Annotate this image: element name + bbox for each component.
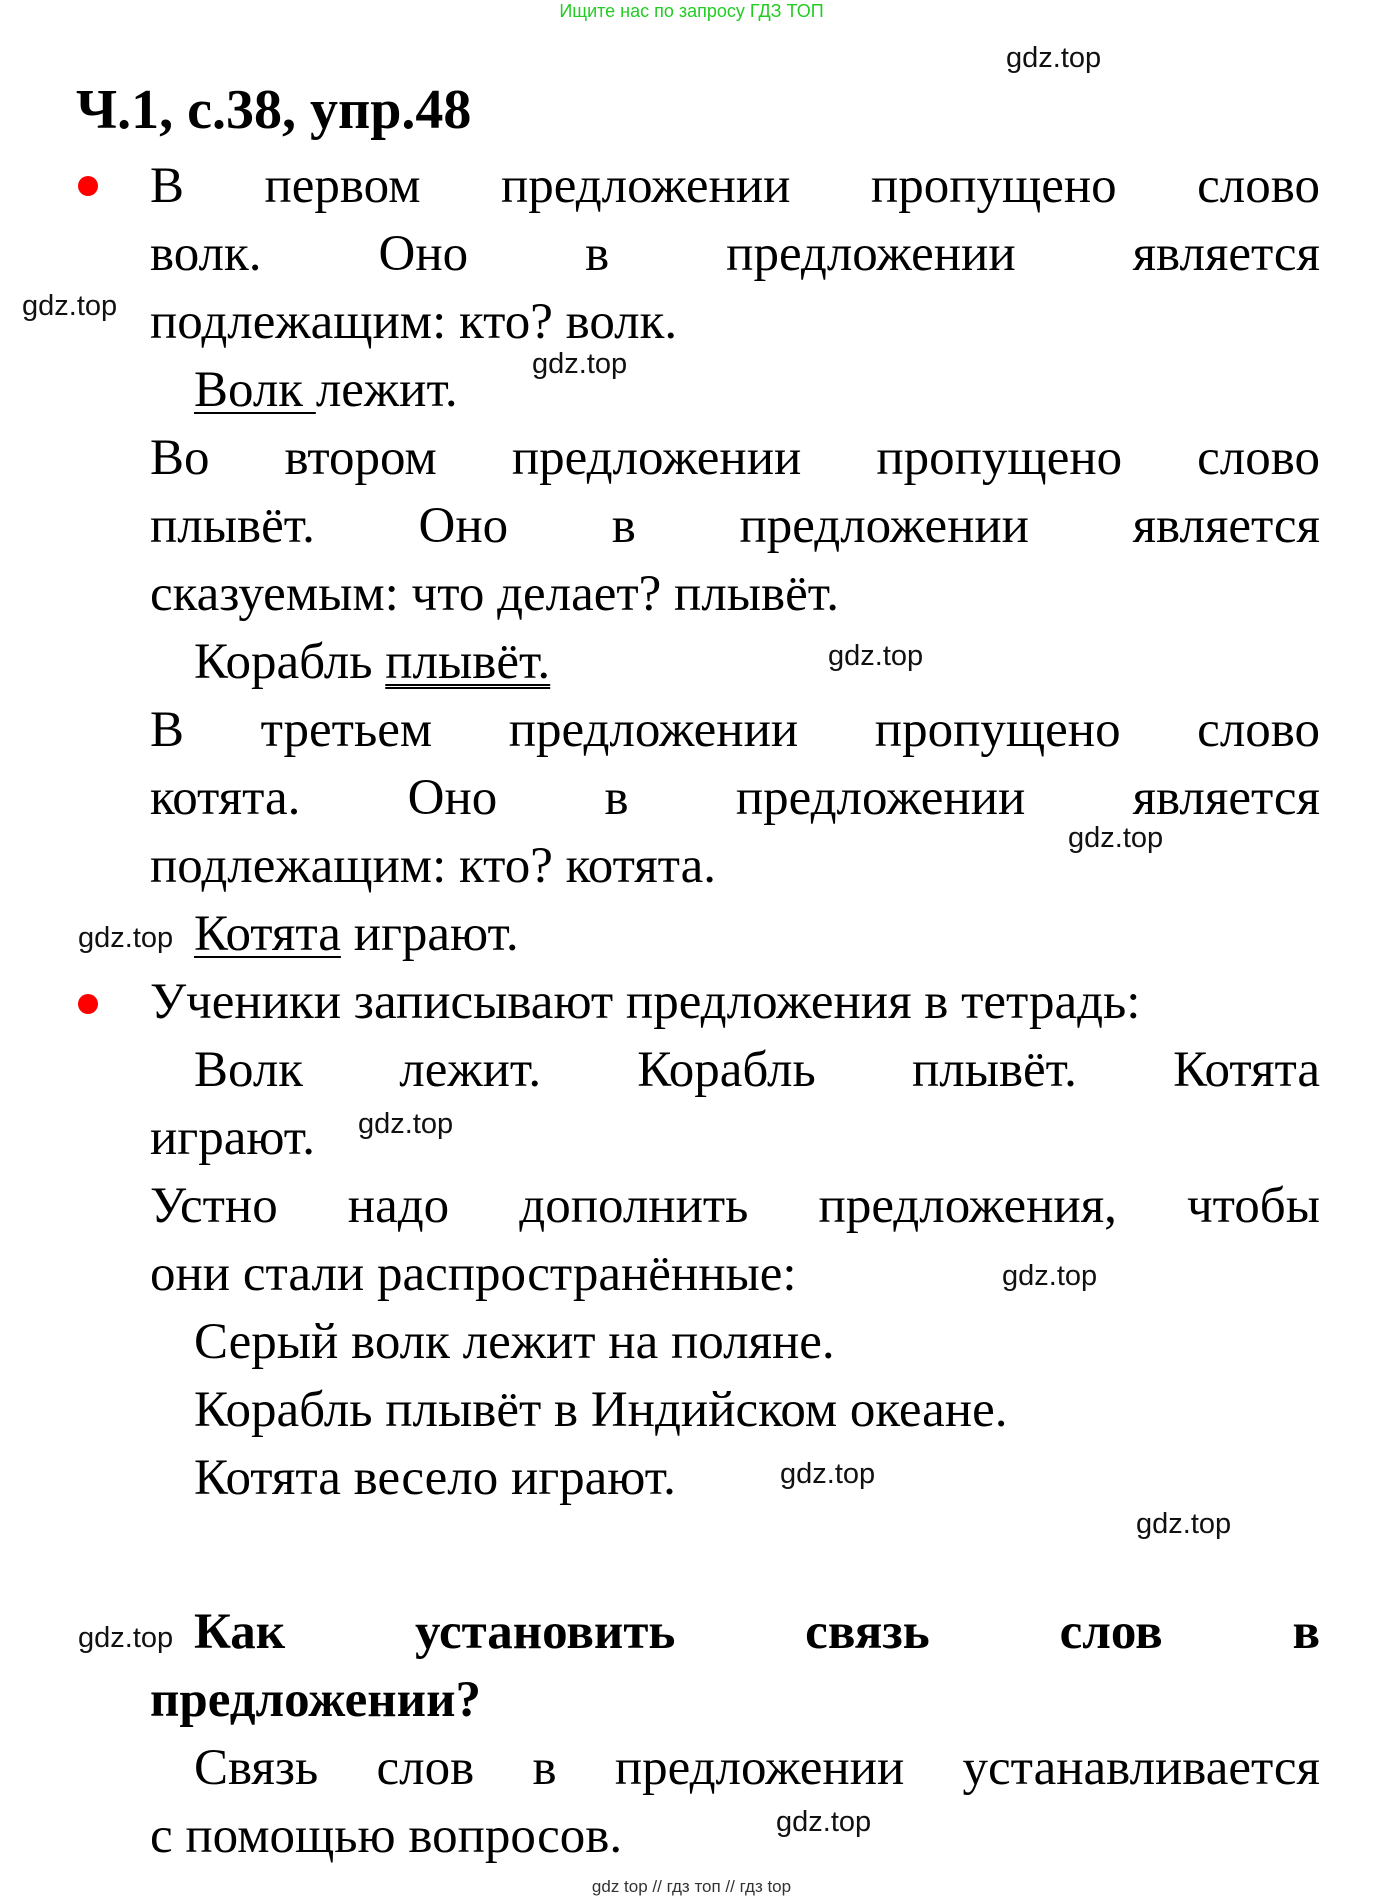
paragraph-line: они стали распространённые: [150, 1246, 797, 1302]
paragraph-line: котята. Оно в предложении является [150, 770, 1320, 826]
watermark: gdz.top [22, 290, 118, 322]
watermark: gdz.top [1002, 1260, 1098, 1292]
paragraph-line: Ученики записывают предложения в тетрадь: [150, 974, 1141, 1030]
paragraph-line: подлежащим: кто? волк. [150, 294, 678, 350]
red-bullet-icon [78, 994, 98, 1014]
paragraph-line: подлежащим: кто? котята. [150, 838, 716, 894]
watermark: gdz.top [1006, 42, 1102, 74]
watermark: gdz.top [1068, 822, 1164, 854]
predicate-underlined: плывёт. [385, 634, 551, 690]
section-heading: предложении? [150, 1672, 481, 1728]
watermark: gdz.top [828, 640, 924, 672]
example-sentence: Корабль плывёт в Индийском океане. [194, 1382, 1008, 1438]
paragraph-line: В первом предложении пропущено слово [150, 158, 1320, 214]
watermark: gdz.top [78, 922, 174, 954]
paragraph-line: волк. Оно в предложении является [150, 226, 1320, 282]
paragraph-line: Волк лежит. Корабль плывёт. Котята [194, 1042, 1320, 1098]
paragraph-line: играют. [150, 1110, 315, 1166]
paragraph-line: сказуемым: что делает? плывёт. [150, 566, 839, 622]
section-heading: Как установить связь слов в [194, 1604, 1320, 1660]
watermark: gdz.top [780, 1458, 876, 1490]
watermark: gdz.top [776, 1806, 872, 1838]
section-body: Связь слов в предложении устанавливается [194, 1740, 1320, 1796]
bottom-banner: gdz top // гдз топ // гдз top [591, 1877, 792, 1896]
section-body: с помощью вопросов. [150, 1808, 623, 1864]
paragraph-line: Устно надо дополнить предложения, чтобы [150, 1178, 1320, 1234]
example-sentence: Котята весело играют. [194, 1450, 676, 1506]
red-bullet-icon [78, 176, 98, 196]
example-sentence [194, 904, 1320, 964]
watermark: gdz.top [358, 1108, 454, 1140]
example-sentence: Серый волк лежит на поляне. [194, 1314, 835, 1370]
example-sentence [194, 360, 1320, 420]
paragraph-line: плывёт. Оно в предложении является [150, 498, 1320, 554]
watermark: gdz.top [1136, 1508, 1232, 1540]
example-start: Корабль [194, 634, 386, 690]
example-rest: лежит. [315, 362, 458, 418]
example-rest: играют. [340, 906, 519, 962]
paragraph-line: Во втором предложении пропущено слово [150, 430, 1320, 486]
paragraph-line: В третьем предложении пропущено слово [150, 702, 1320, 758]
watermark: gdz.top [532, 348, 628, 380]
subject-underlined: Волк [194, 362, 316, 418]
example-sentence [194, 632, 1320, 692]
page-title: Ч.1, с.38, упр.48 [76, 79, 472, 141]
subject-underlined: Котята [194, 906, 341, 962]
watermark: gdz.top [78, 1622, 174, 1654]
top-banner: Ищите нас по запросу ГДЗ ТОП [559, 1, 824, 21]
